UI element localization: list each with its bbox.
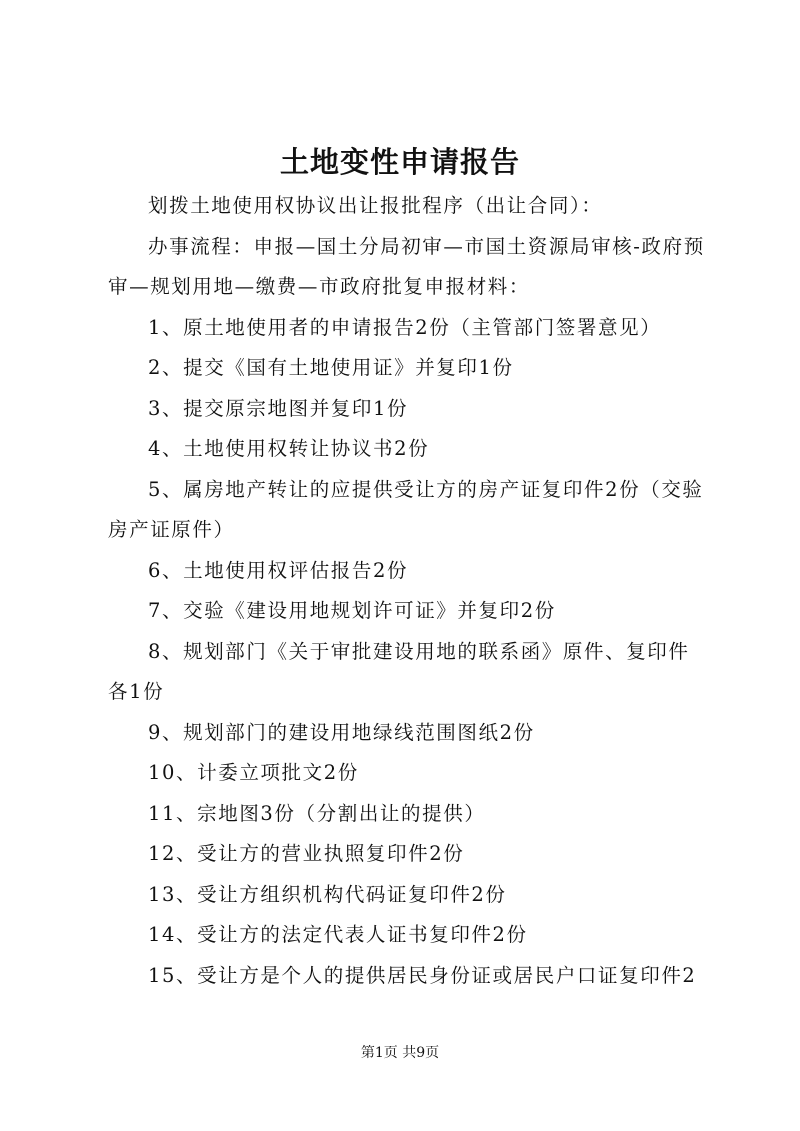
paragraph-intro: 划拨土地使用权协议出让报批程序（出让合同）： — [148, 194, 603, 217]
list-item: 3、提交原宗地图并复印1份 — [148, 396, 409, 420]
list-item: 15、受让方是个人的提供居民身份证或居民户口证复印件2 — [148, 963, 697, 987]
list-item: 13、受让方组织机构代码证复印件2份 — [148, 882, 507, 906]
document-body — [108, 186, 708, 996]
list-item: 14、受让方的法定代表人证书复印件2份 — [148, 923, 528, 946]
list-item: 6、土地使用权评估报告2份 — [148, 558, 409, 582]
list-item: 4、土地使用权转让协议书2份 — [148, 437, 430, 460]
list-item: 1、原土地使用者的申请报告2份（主管部门签署意见） — [148, 315, 662, 339]
paragraph-process: 办事流程：申报—国土分局初审—市国土资源局审核-政府预审—规划用地—缴费—市政府批复申报材料： — [108, 234, 705, 298]
list-item: 12、受让方的营业执照复印件2份 — [148, 842, 465, 865]
list-item: 2、提交《国有土地使用证》并复印1份 — [148, 356, 514, 379]
list-item: 5、属房地产转让的应提供受让方的房产证复印件2份（交验房产证原件） — [108, 477, 704, 541]
list-item: 9、规划部门的建设用地绿线范围图纸2份 — [148, 720, 535, 744]
document-title: 土地变性申请报告 — [279, 145, 520, 179]
list-item: 11、宗地图3份（分割出让的提供） — [148, 801, 486, 825]
list-item: 10、计委立项批文2份 — [148, 761, 359, 784]
page-indicator: 第1页 共9页 — [360, 1045, 440, 1061]
list-item: 8、规划部门《关于审批建设用地的联系函》原件、复印件各1份 — [108, 639, 690, 703]
list-item: 7、交验《建设用地规划许可证》并复印2份 — [148, 599, 556, 622]
